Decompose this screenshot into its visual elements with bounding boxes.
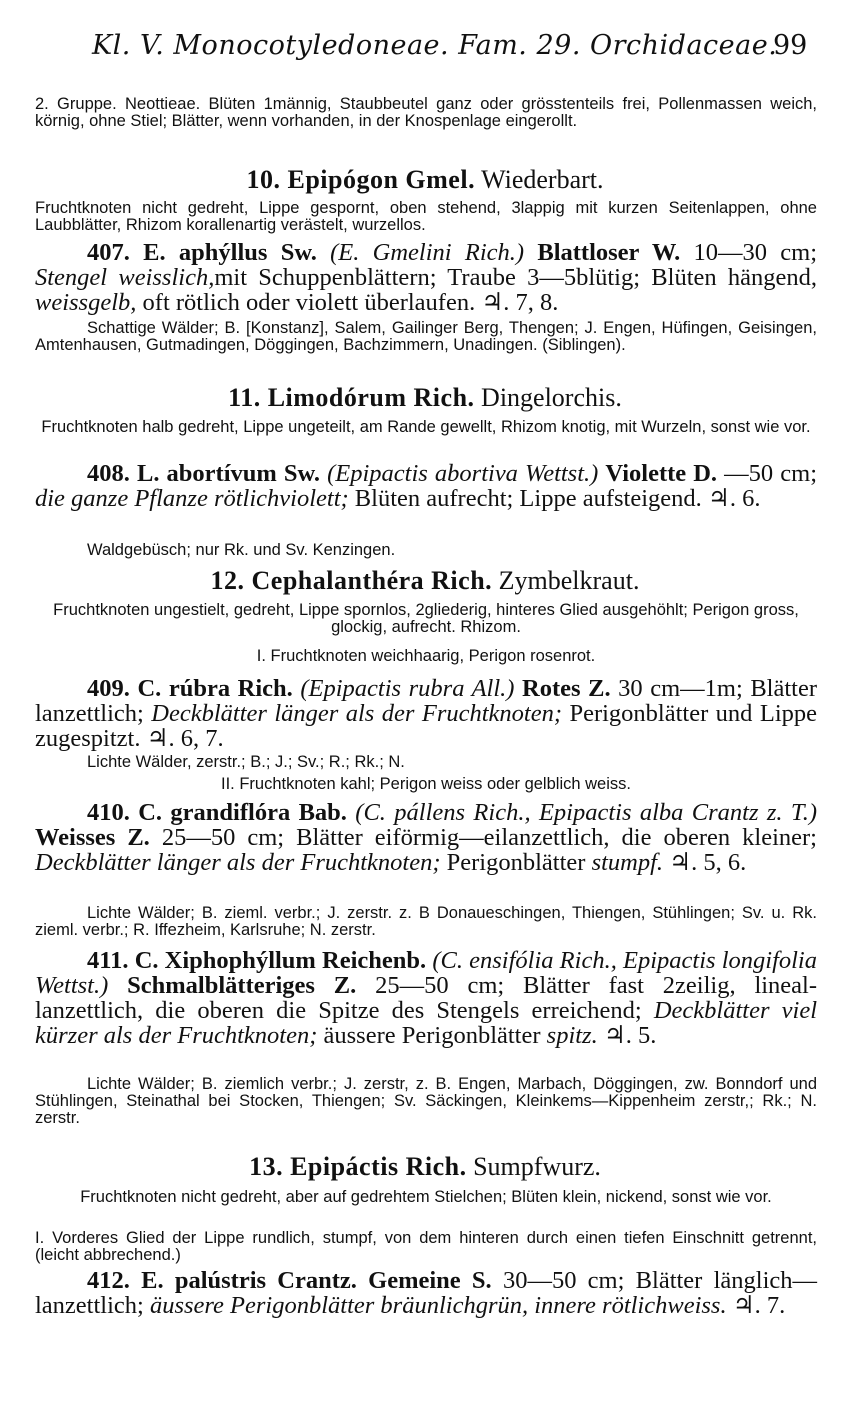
species-synonym: (C. pállens Rich., Epipactis alba Crantz z. T.)	[355, 799, 817, 826]
species-italic: Deckblätter länger als der Fruchtknoten;	[151, 700, 563, 727]
species-name: 407. E. aphýllus Sw.	[87, 239, 317, 266]
species-synonym: (C. ensifólia Rich., Epipactis longifolia Wettst.)	[35, 947, 817, 999]
subgroup-heading: II. Fruchtknoten kahl; Perigon weiss oder gelblich weiss.	[221, 775, 631, 793]
species-common-name: Rotes Z.	[522, 675, 611, 702]
genus-common-name: Wiederbart.	[481, 165, 604, 194]
species-text: 30 cm—1m; Blätter lanzettlich;	[35, 675, 818, 727]
group-description: 2. Gruppe. Neottieae. Blüten 1männig, Staubbeutel ganz oder grösstenteils frei, Pollenmassen weich, körnig, ohne Stiel; Blätter, wenn vorhanden, in der Knospenlage eingerollt.	[35, 95, 817, 130]
species-italic: stumpf.	[591, 849, 664, 876]
species-common-name: Gemeine S.	[368, 1267, 492, 1294]
genus-heading	[0, 1152, 850, 1182]
species-text: Perigonblätter und Lippe zugespitzt. ♃. 6, 7.	[35, 700, 818, 752]
species-text: 25—50 cm; Blätter fast 2zeilig, lineal-lanzettlich, die oberen die Spitze des Stengels erreichend;	[35, 972, 818, 1024]
genus-description: Fruchtknoten ungestielt, gedreht, Lippe spornlos, 2gliederig, hinteres Glied ausgehöhlt; Perigon gross, glockig, aufrecht. Rhizom.	[53, 601, 799, 636]
subgroup-heading: I. Vorderes Glied der Lippe rundlich, stumpf, von dem hinteren durch einen tiefen Einschnitt getrennt, (leicht abbrechend.)	[35, 1229, 817, 1264]
species-common-name: Violette D.	[605, 460, 718, 487]
species-italic: die ganze Pflanze rötlichviolett;	[35, 485, 349, 512]
species-synonym: (Epipactis abortiva Wettst.)	[327, 460, 599, 487]
species-italic: Deckblätter länger als der Fruchtknoten;	[35, 849, 441, 876]
genus-description: Fruchtknoten nicht gedreht, Lippe gespornt, oben stehend, 3lappig mit kurzen Seitenlappen, ohne Laubblätter, Rhizom korallenartig verästelt, wurzellos.	[35, 199, 817, 234]
species-italic: weissgelb,	[35, 289, 137, 316]
species-text: —50 cm;	[724, 460, 818, 487]
species-italic: Deckblätter viel kürzer als der Fruchtknoten;	[35, 997, 818, 1049]
header-title: Kl. V. Monocotyledoneae. Fam. 29. Orchidaceae.	[92, 30, 778, 61]
species-text: 10—30 cm;	[693, 239, 818, 266]
species-entry	[35, 948, 817, 1048]
species-name: 408. L. abortívum Sw.	[87, 460, 320, 487]
species-locations: Waldgebüsch; nur Rk. und Sv. Kenzingen.	[87, 541, 396, 559]
species-common-name: Schmalblätteriges Z.	[127, 972, 357, 999]
species-text: ♃. 5.	[603, 1022, 657, 1049]
genus-heading	[0, 383, 850, 413]
species-locations: Schattige Wälder; B. [Konstanz], Salem, Gailinger Berg, Thengen; J. Engen, Hüfingen, Geisingen, Amtenhausen, Gutmadingen, Döggingen, Bachzimmern, Unadingen. (Siblingen).	[35, 319, 817, 354]
species-name: 409. C. rúbra Rich.	[87, 675, 293, 702]
species-entry	[35, 800, 817, 875]
page-number: 99	[773, 30, 808, 61]
species-text: Perigonblätter	[446, 849, 586, 876]
species-name: 412. E. palústris Crantz.	[87, 1267, 357, 1294]
genus-common-name: Sumpfwurz.	[473, 1152, 601, 1181]
species-common-name: Weisses Z.	[35, 824, 150, 851]
species-entry	[35, 676, 817, 751]
species-text: 25—50 cm; Blätter eiförmig—eilanzettlich, die oberen kleiner;	[161, 824, 817, 851]
species-text: 30—50 cm; Blätter länglich—lanzettlich;	[35, 1267, 818, 1319]
species-text: ♃. 7.	[732, 1292, 786, 1319]
species-italic: Stengel weisslich,	[35, 264, 215, 291]
species-entry	[35, 1268, 817, 1318]
running-header	[0, 30, 850, 70]
genus-description: Fruchtknoten nicht gedreht, aber auf gedrehtem Stielchen; Blüten klein, nickend, sonst wie vor.	[80, 1188, 772, 1206]
species-name: 410. C. grandiflóra Bab.	[87, 799, 347, 826]
species-entry	[35, 461, 817, 511]
species-text: äussere Perigonblätter	[323, 1022, 541, 1049]
genus-title: 13. Epipáctis Rich.	[249, 1152, 467, 1181]
species-synonym: (E. Gmelini Rich.)	[330, 239, 525, 266]
species-text: mit Schuppenblättern; Traube 3—5blütig; Blüten hängend,	[214, 264, 817, 291]
species-locations: Lichte Wälder; B. ziemlich verbr.; J. zerstr, z. B. Engen, Marbach, Döggingen, zw. Bonndorf und Stühlingen, Steinathal bei Stocken, Thiengen; Sv. Säckingen, Kleinkems—Kippenheim zerstr,; Rk.; N. zerstr.	[35, 1075, 817, 1127]
species-text: ♃. 5, 6.	[669, 849, 747, 876]
species-name: 411. C. Xiphophýllum Reichenb.	[87, 947, 427, 974]
species-italic: äussere Perigonblätter bräunlichgrün, innere rötlichweiss.	[149, 1292, 727, 1319]
species-locations: Lichte Wälder; B. zieml. verbr.; J. zerstr. z. B Donaueschingen, Thiengen, Stühlingen; Sv. u. Rk. zieml. verbr.; R. Iffezheim, Karlsruhe; N. zerstr.	[35, 904, 817, 939]
species-common-name: Blattloser W.	[537, 239, 681, 266]
species-locations: Lichte Wälder, zerstr.; B.; J.; Sv.; R.; Rk.; N.	[87, 753, 405, 771]
genus-title: 10. Epipógon Gmel.	[246, 165, 476, 194]
subgroup-heading: I. Fruchtknoten weichhaarig, Perigon rosenrot.	[256, 647, 596, 665]
genus-common-name: Zymbelkraut.	[498, 566, 640, 595]
species-text: oft rötlich oder violett überlaufen. ♃. 7, 8.	[142, 289, 559, 316]
species-entry	[35, 240, 817, 315]
genus-heading	[0, 566, 850, 596]
genus-heading	[0, 165, 850, 195]
species-text: Blüten aufrecht; Lippe aufsteigend. ♃. 6.	[354, 485, 761, 512]
species-synonym: (Epipactis rubra All.)	[300, 675, 515, 702]
genus-common-name: Dingelorchis.	[481, 383, 622, 412]
species-italic: spitz.	[546, 1022, 598, 1049]
genus-title: 11. Limodórum Rich.	[228, 383, 475, 412]
genus-title: 12. Cephalanthéra Rich.	[210, 566, 493, 595]
genus-description: Fruchtknoten halb gedreht, Lippe ungeteilt, am Rande gewellt, Rhizom knotig, mit Wurzeln, sonst wie vor.	[41, 418, 811, 436]
